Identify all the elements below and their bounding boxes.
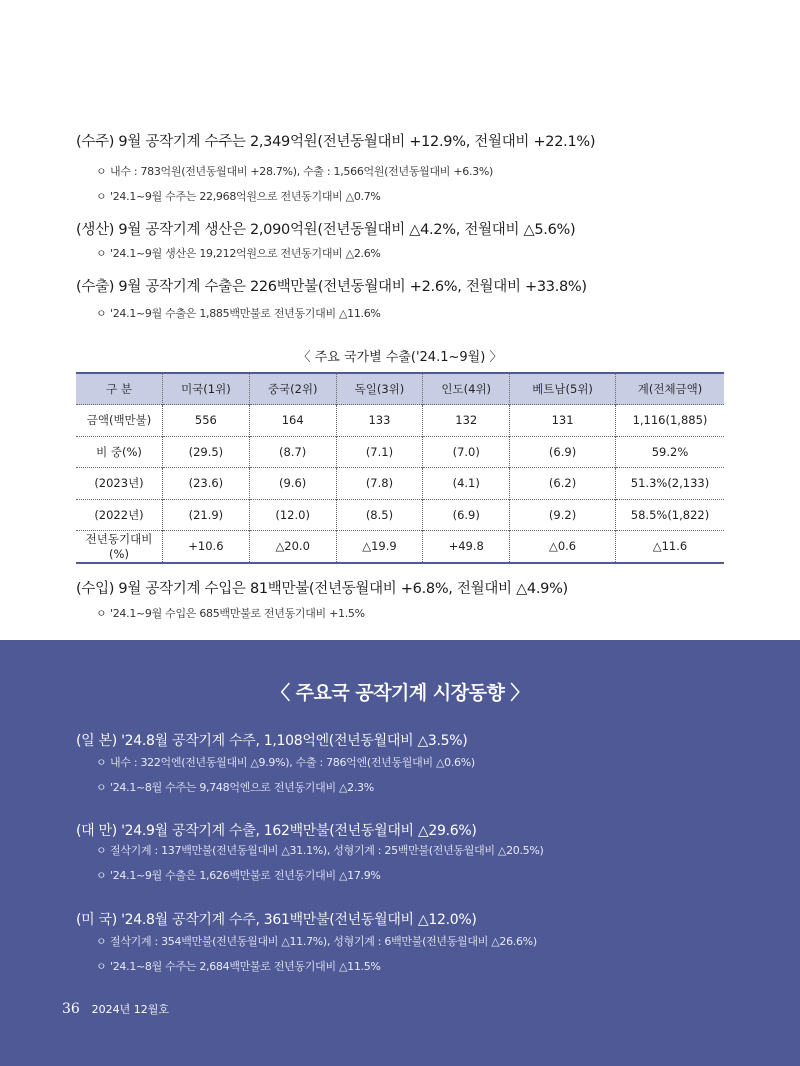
taiwan-heading: (대 만) '24.9월 공작기계 수출, 162백만불(전년동월대비 △29.6%) [76, 823, 477, 839]
table-header-cell: 구 분 [76, 373, 163, 405]
market-trends-title: 〈 주요국 공작기계 시장동향 〉 [271, 682, 529, 704]
import-heading: (수입) 9월 공작기계 수입은 81백만불(전년동월대비 +6.8%, 전월대비 △4.9%) [76, 581, 568, 597]
table-cell: (6.9) [510, 436, 616, 468]
bullet-mark: ㅇ [96, 935, 107, 948]
table-row [76, 436, 724, 468]
table-cell: 비 중(%) [76, 436, 163, 468]
table-cell: 556 [163, 405, 250, 437]
usa-bullet-2: ㅇ '24.1~8월 수주는 2,684백만불로 전년동기대비 △11.5% [96, 960, 381, 973]
bullet-mark: ㅇ [96, 756, 107, 769]
table-cell: (6.2) [510, 468, 616, 500]
orders-bullet-1: ㅇ 내수 : 783억원(전년동월대비 +28.7%), 수출 : 1,566억원(전년동월대비 +6.3%) [96, 165, 493, 178]
taiwan-bullet-1: ㅇ 절삭기계 : 137백만불(전년동월대비 △31.1%), 성형기계 : 25백만불(전년동월대비 △20.5%) [96, 844, 544, 857]
table-row [76, 499, 724, 531]
usa-heading: (미 국) '24.8월 공작기계 수주, 361백만불(전년동월대비 △12.0%) [76, 912, 477, 928]
japan-heading: (일 본) '24.8월 공작기계 수주, 1,108억엔(전년동월대비 △3.5%) [76, 733, 468, 749]
table-header-cell: 계(전체금액) [616, 373, 725, 405]
table-header-row [76, 373, 724, 405]
bullet-mark: ㅇ [96, 307, 107, 320]
table-cell: (8.7) [249, 436, 336, 468]
bullet-mark: ㅇ [96, 247, 107, 260]
table-cell: (4.1) [423, 468, 510, 500]
japan-bullet-2: ㅇ '24.1~8월 수주는 9,748억엔으로 전년동기대비 △2.3% [96, 781, 374, 794]
table-header-cell: 베트남(5위) [510, 373, 616, 405]
table-cell: 133 [336, 405, 423, 437]
orders-heading: (수주) 9월 공작기계 수주는 2,349억원(전년동월대비 +12.9%, 전월대비 +22.1%) [76, 134, 596, 150]
table-header-cell: 인도(4위) [423, 373, 510, 405]
table-cell: (8.5) [336, 499, 423, 531]
usa-bullet-1: ㅇ 절삭기계 : 354백만불(전년동월대비 △11.7%), 성형기계 : 6백만불(전년동월대비 △26.6%) [96, 935, 537, 948]
bullet-mark: ㅇ [96, 844, 107, 857]
bullet-mark: ㅇ [96, 869, 107, 882]
table-cell: 132 [423, 405, 510, 437]
bullet-mark: ㅇ [96, 960, 107, 973]
table-cell: △20.0 [249, 531, 336, 563]
table-cell: 금액(백만불) [76, 405, 163, 437]
table-cell: 59.2% [616, 436, 725, 468]
table-cell: (29.5) [163, 436, 250, 468]
table-header-cell: 중국(2위) [249, 373, 336, 405]
table-header-cell: 미국(1위) [163, 373, 250, 405]
table-cell: 51.3%(2,133) [616, 468, 725, 500]
table-cell: △0.6 [510, 531, 616, 563]
bullet-mark: ㅇ [96, 165, 107, 178]
table-header-cell: 독일(3위) [336, 373, 423, 405]
taiwan-bullet-2: ㅇ '24.1~9월 수출은 1,626백만불로 전년동기대비 △17.9% [96, 869, 381, 882]
table-row [76, 531, 724, 563]
table-cell: (7.1) [336, 436, 423, 468]
export-table-title: 〈 주요 국가별 수출('24.1~9월) 〉 [297, 350, 503, 365]
table-row [76, 468, 724, 500]
export-by-country-table [76, 372, 724, 564]
table-cell: (7.0) [423, 436, 510, 468]
table-cell: 58.5%(1,822) [616, 499, 725, 531]
bullet-mark: ㅇ [96, 190, 107, 203]
table-cell: (2023년) [76, 468, 163, 500]
export-bullet-1: ㅇ '24.1~9월 수출은 1,885백만불로 전년동기대비 △11.6% [96, 307, 381, 320]
table-cell: (12.0) [249, 499, 336, 531]
page-number: 36 [62, 1001, 80, 1017]
table-cell: (7.8) [336, 468, 423, 500]
table-cell: 164 [249, 405, 336, 437]
table-cell: +49.8 [423, 531, 510, 563]
bullet-mark: ㅇ [96, 781, 107, 794]
import-bullet-1: ㅇ '24.1~9월 수입은 685백만불로 전년동기대비 +1.5% [96, 607, 365, 620]
production-bullet-1: ㅇ '24.1~9월 생산은 19,212억원으로 전년동기대비 △2.6% [96, 247, 381, 260]
table-cell: (21.9) [163, 499, 250, 531]
production-heading: (생산) 9월 공작기계 생산은 2,090억원(전년동월대비 △4.2%, 전월대비 △5.6%) [76, 222, 576, 238]
table-cell: (9.6) [249, 468, 336, 500]
table-cell: (23.6) [163, 468, 250, 500]
page-footer [62, 1001, 169, 1017]
table-cell: △11.6 [616, 531, 725, 563]
table-cell: (6.9) [423, 499, 510, 531]
table-cell: (2022년) [76, 499, 163, 531]
table-cell: △19.9 [336, 531, 423, 563]
orders-bullet-2: ㅇ '24.1~9월 수주는 22,968억원으로 전년동기대비 △0.7% [96, 190, 381, 203]
issue-label: 2024년 12월호 [91, 1003, 170, 1016]
table-cell: +10.6 [163, 531, 250, 563]
japan-bullet-1: ㅇ 내수 : 322억엔(전년동월대비 △9.9%), 수출 : 786억엔(전년동월대비 △0.6%) [96, 756, 475, 769]
table-cell: 131 [510, 405, 616, 437]
table-cell: (9.2) [510, 499, 616, 531]
bullet-mark: ㅇ [96, 607, 107, 620]
export-heading: (수출) 9월 공작기계 수출은 226백만불(전년동월대비 +2.6%, 전월대비 +33.8%) [76, 279, 587, 295]
table-row [76, 405, 724, 437]
table-cell: 1,116(1,885) [616, 405, 725, 437]
table-cell: 전년동기대비(%) [76, 531, 163, 563]
